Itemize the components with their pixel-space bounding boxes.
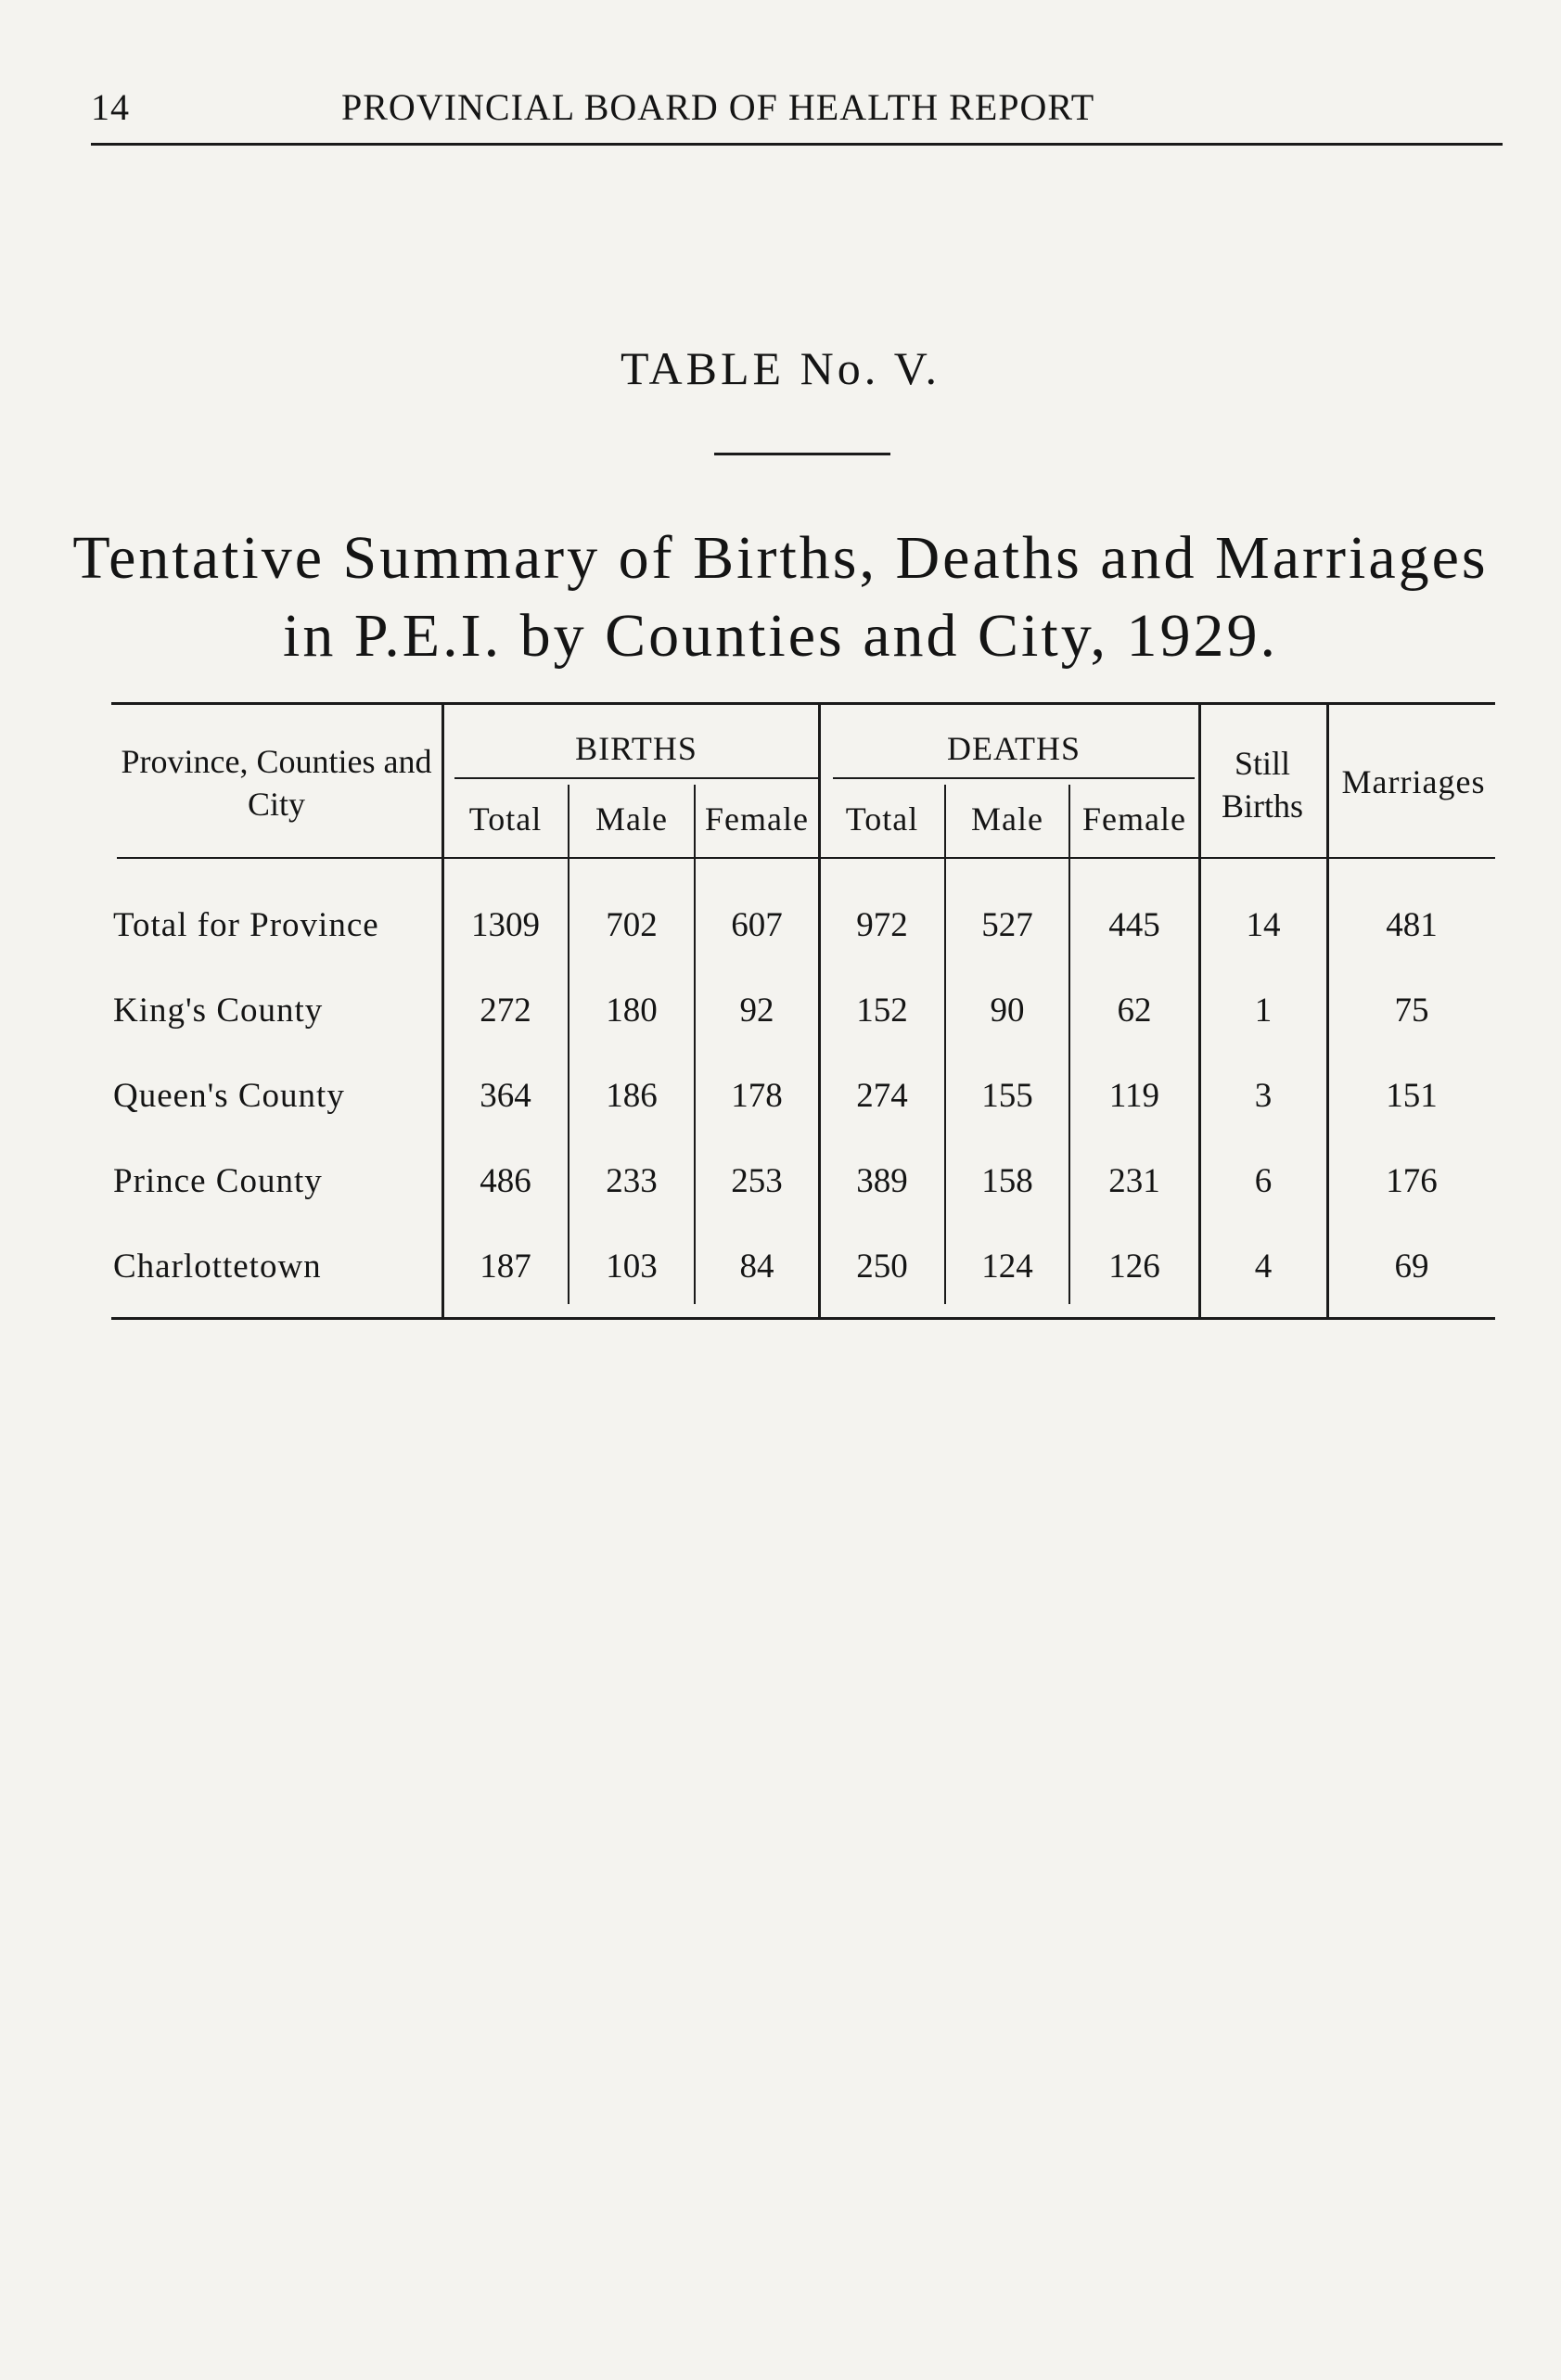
births-male-cell: 180: [606, 992, 658, 1030]
page-number: 14: [91, 86, 130, 128]
group-underline-births: [454, 777, 818, 779]
deaths-total-cell: 274: [856, 1077, 908, 1115]
births-total-cell: 272: [480, 992, 531, 1030]
births-female-cell: 178: [731, 1077, 783, 1115]
births-total-header: Total: [468, 800, 543, 838]
row-label: Total for Province: [113, 906, 379, 944]
row-label: Prince County: [113, 1162, 323, 1200]
deaths-total-header: Total: [845, 800, 919, 838]
group-underline-deaths: [833, 777, 1195, 779]
still-births-cell: 6: [1254, 1162, 1273, 1200]
births-female-cell: 253: [731, 1162, 783, 1200]
deaths-female-cell: 445: [1108, 906, 1160, 944]
deaths-female-cell: 126: [1108, 1248, 1160, 1286]
marriages-cell: 151: [1386, 1077, 1438, 1115]
table-label: TABLE No. V.: [621, 342, 940, 394]
deaths-male-cell: 155: [981, 1077, 1033, 1115]
marriages-cell: 69: [1394, 1248, 1429, 1286]
marriages-cell: 75: [1394, 992, 1429, 1030]
col-divider-deaths-male: [944, 785, 946, 1304]
page-header: [91, 82, 1503, 146]
row-label: King's County: [113, 992, 324, 1030]
births-male-cell: 702: [606, 906, 658, 944]
marriages-cell: 176: [1386, 1162, 1438, 1200]
deaths-female-header: Female: [1082, 800, 1186, 838]
births-male-cell: 233: [606, 1162, 658, 1200]
row-label: Charlottetown: [113, 1248, 322, 1286]
col-divider-births-male: [568, 785, 569, 1304]
births-female-cell: 92: [739, 992, 774, 1030]
births-female-cell: 84: [739, 1248, 774, 1286]
deaths-male-cell: 527: [981, 906, 1033, 944]
summary-title-line-2: in P.E.I. by Counties and City, 1929.: [283, 602, 1278, 670]
deaths-total-cell: 972: [856, 906, 908, 944]
deaths-total-cell: 250: [856, 1248, 908, 1286]
deaths-total-cell: 389: [856, 1162, 908, 1200]
births-total-cell: 486: [480, 1162, 531, 1200]
title-rule: [714, 453, 890, 455]
deaths-group-header: DEATHS: [946, 730, 1081, 767]
marriages-cell: 481: [1386, 906, 1438, 944]
deaths-female-cell: 62: [1117, 992, 1152, 1030]
still-births-cell: 3: [1254, 1077, 1273, 1115]
births-male-cell: 186: [606, 1077, 658, 1115]
stub-header: Province, Counties and City: [121, 743, 432, 823]
still-births-header: Still Births: [1221, 745, 1303, 825]
deaths-male-header: Male: [971, 800, 1043, 838]
marriages-header: Marriages: [1341, 763, 1486, 800]
table-top-rule: [111, 702, 1495, 705]
deaths-total-cell: 152: [856, 992, 908, 1030]
table-bottom-rule: [111, 1317, 1495, 1320]
births-female-cell: 607: [731, 906, 783, 944]
births-male-header: Male: [595, 800, 668, 838]
still-births-cell: 14: [1246, 906, 1281, 944]
births-male-cell: 103: [606, 1248, 658, 1286]
deaths-male-cell: 124: [981, 1248, 1033, 1286]
births-total-cell: 187: [480, 1248, 531, 1286]
births-total-cell: 1309: [471, 906, 540, 944]
header-bottom-rule: [117, 857, 1495, 859]
still-births-cell: 4: [1254, 1248, 1273, 1286]
deaths-female-cell: 231: [1108, 1162, 1160, 1200]
deaths-male-cell: 158: [981, 1162, 1033, 1200]
deaths-female-cell: 119: [1108, 1077, 1160, 1115]
row-label: Queen's County: [113, 1077, 345, 1115]
summary-title-line-1: Tentative Summary of Births, Deaths and Marriages: [72, 524, 1489, 592]
births-female-header: Female: [705, 800, 809, 838]
col-divider-births-female: [694, 785, 696, 1304]
births-group-header: BIRTHS: [575, 730, 697, 767]
deaths-male-cell: 90: [990, 992, 1025, 1030]
running-title: PROVINCIAL BOARD OF HEALTH REPORT: [341, 86, 1095, 128]
still-births-cell: 1: [1254, 992, 1273, 1030]
summary-title: [0, 519, 1561, 675]
col-divider-deaths-female: [1068, 785, 1070, 1304]
births-total-cell: 364: [480, 1077, 531, 1115]
